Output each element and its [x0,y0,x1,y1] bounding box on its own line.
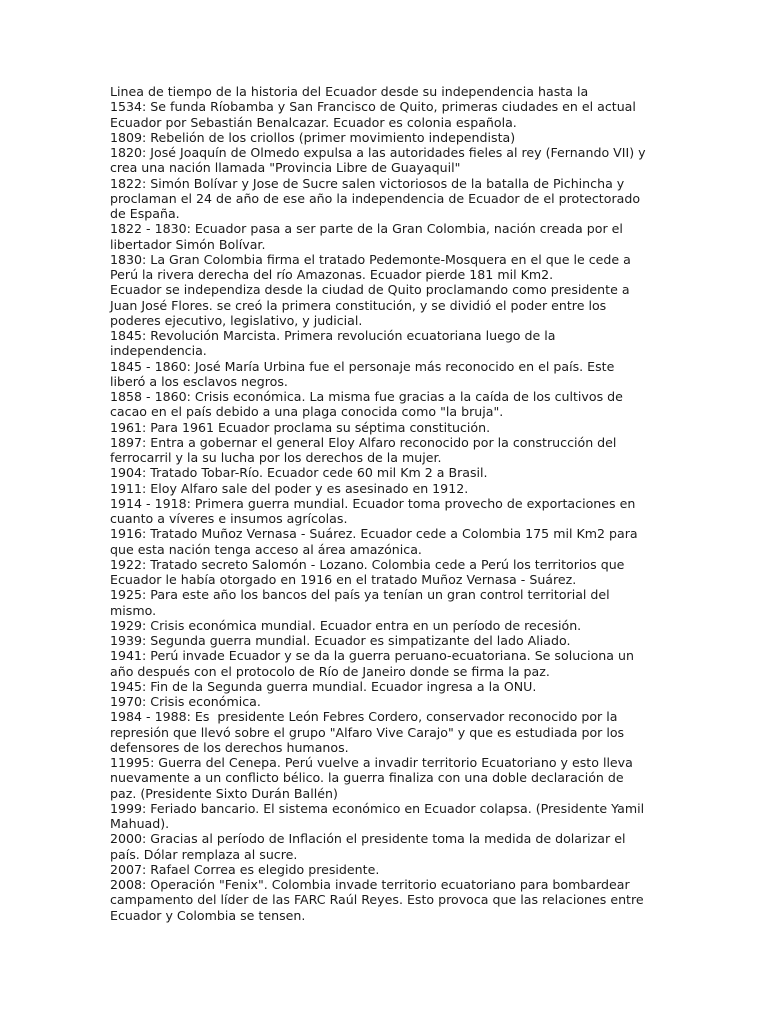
text-line: 1830: La Gran Colombia firma el tratado Pedemonte-Mosquera en el que le cede a [110,251,631,267]
text-line: crea una nación llamada "Provincia Libre de Guayaquil" [110,160,461,176]
text-line: 1904: Tratado Tobar-Río. Ecuador cede 60 mil Km 2 a Brasil. [110,465,488,481]
text-line: 1945: Fin de la Segunda guerra mundial. Ecuador ingresa a la ONU. [110,678,537,694]
text-line: poderes ejecutivo, legislativo, y judicial. [110,312,363,328]
text-line: 1845 - 1860: José María Urbina fue el personaje más reconocido en el país. Este [110,358,615,374]
text-line: 11995: Guerra del Cenepa. Perú vuelve a invadir territorio Ecuatoriano y esto lleva [110,755,633,770]
text-line: de España. [110,206,180,221]
document-title: Linea de tiempo de la historia del Ecuador desde su independencia hasta la [110,84,589,99]
text-line: 1845: Revolución Marcista. Primera revolución ecuatoriana luego de la [110,328,556,343]
text-line: mismo. [110,602,157,618]
text-line: 1822 - 1830: Ecuador pasa a ser parte de la Gran Colombia, nación creada por el [110,221,623,237]
text-line: Ecuador se independiza desde la ciudad de Quito proclamando como presidente a [110,282,630,298]
text-line: cacao en el país debido a una plaga conocida como "la bruja". [110,404,504,420]
text-line: 1822: Simón Bolívar y Jose de Sucre salen victoriosos de la batalla de Pichincha y [110,175,625,191]
text-line: 1925: Para este año los bancos del país ya tenían un gran control territorial del [110,587,610,603]
text-line: nuevamente a un conflicto bélico. la guerra finaliza con una doble declaración de [110,770,624,786]
text-line: cuanto a víveres e insumos agrícolas. [110,511,348,526]
text-line: 1897: Entra a gobernar el general Eloy Alfaro reconocido por la construcción del [110,434,617,450]
text-line: 1922: Tratado secreto Salomón - Lozano. Colombia cede a Perú los territorios que [110,556,625,572]
text-line: Ecuador y Colombia se tensen. [110,907,306,923]
text-line: 1820: José Joaquín de Olmedo expulsa a las autoridades fieles al rey (Fernando VII) y [110,145,646,160]
text-line: libertador Simón Bolívar. [110,236,266,252]
text-line: independencia. [110,343,207,359]
text-line: 1916: Tratado Muñoz Vernasa - Suárez. Ecuador cede a Colombia 175 mil Km2 para [110,526,638,542]
text-line: 1984 - 1988: Es presidente León Febres Cordero, conservador reconocido por la [110,709,618,725]
text-line: defensores de los derechos humanos. [110,739,349,755]
text-line: 1914 - 1918: Primera guerra mundial. Ecuador toma provecho de exportaciones en [110,495,636,511]
text-line: año después con el protocolo de Río de Janeiro donde se firma la paz. [110,663,550,679]
text-line: país. Dólar remplaza al sucre. [110,846,298,862]
text-line: paz. (Presidente Sixto Durán Ballén) [110,785,338,801]
text-line: 1929: Crisis económica mundial. Ecuador entra en un período de recesión. [110,617,582,633]
text-line: ferrocarril y la su lucha por los derechos de la mujer. [110,450,442,465]
text-line: 1939: Segunda guerra mundial. Ecuador es simpatizante del lado Aliado. [110,633,571,648]
text-line: liberó a los esclavos negros. [110,373,288,389]
text-line: 1534: Se funda Ríobamba y San Francisco de Quito, primeras ciudades en el actual [110,99,636,115]
document-body [110,84,665,923]
text-line: 2000: Gracias al período de Inflación el presidente toma la medida de dolarizar el [110,831,626,847]
text-line: campamento del líder de las FARC Raúl Reyes. Esto provoca que las relaciones entre [110,892,644,908]
text-line: Juan José Flores. se creó la primera constitución, y se dividió el poder entre los [110,297,607,313]
text-line: represión que llevó sobre el grupo "Alfaro Vive Carajo" y que es estudiada por los [110,724,625,740]
text-line: Ecuador por Sebastián Benalcazar. Ecuador es colonia española. [110,114,517,130]
text-line: 2007: Rafael Correa es elegido presidente. [110,861,380,877]
text-line: 1961: Para 1961 Ecuador proclama su séptima constitución. [110,419,491,435]
text-line: que esta nación tenga acceso al área amazónica. [110,541,422,557]
text-line: Perú la rivera derecha del río Amazonas. Ecuador pierde 181 mil Km2. [110,267,554,282]
text-line: proclaman el 24 de año de ese año la independencia de Ecuador de el protectorado [110,190,641,206]
text-line: 1911: Eloy Alfaro sale del poder y es asesinado en 1912. [110,480,469,496]
text-line: 1970: Crisis económica. [110,694,261,709]
text-line: Ecuador le había otorgado en 1916 en el tratado Muñoz Vernasa - Suárez. [110,572,577,587]
text-line: 2008: Operación "Fenix". Colombia invade territorio ecuatoriano para bombardear [110,877,630,892]
text-line: 1809: Rebelión de los criollos (primer movimiento independista) [110,129,516,145]
text-line: 1858 - 1860: Crisis económica. La misma fue gracias a la caída de los cultivos de [110,389,623,404]
text-line: 1999: Feriado bancario. El sistema económico en Ecuador colapsa. (Presidente Yamil [110,800,645,816]
text-line: Mahuad). [110,816,170,831]
text-line: 1941: Perú invade Ecuador y se da la guerra peruano-ecuatoriana. Se soluciona un [110,648,634,664]
